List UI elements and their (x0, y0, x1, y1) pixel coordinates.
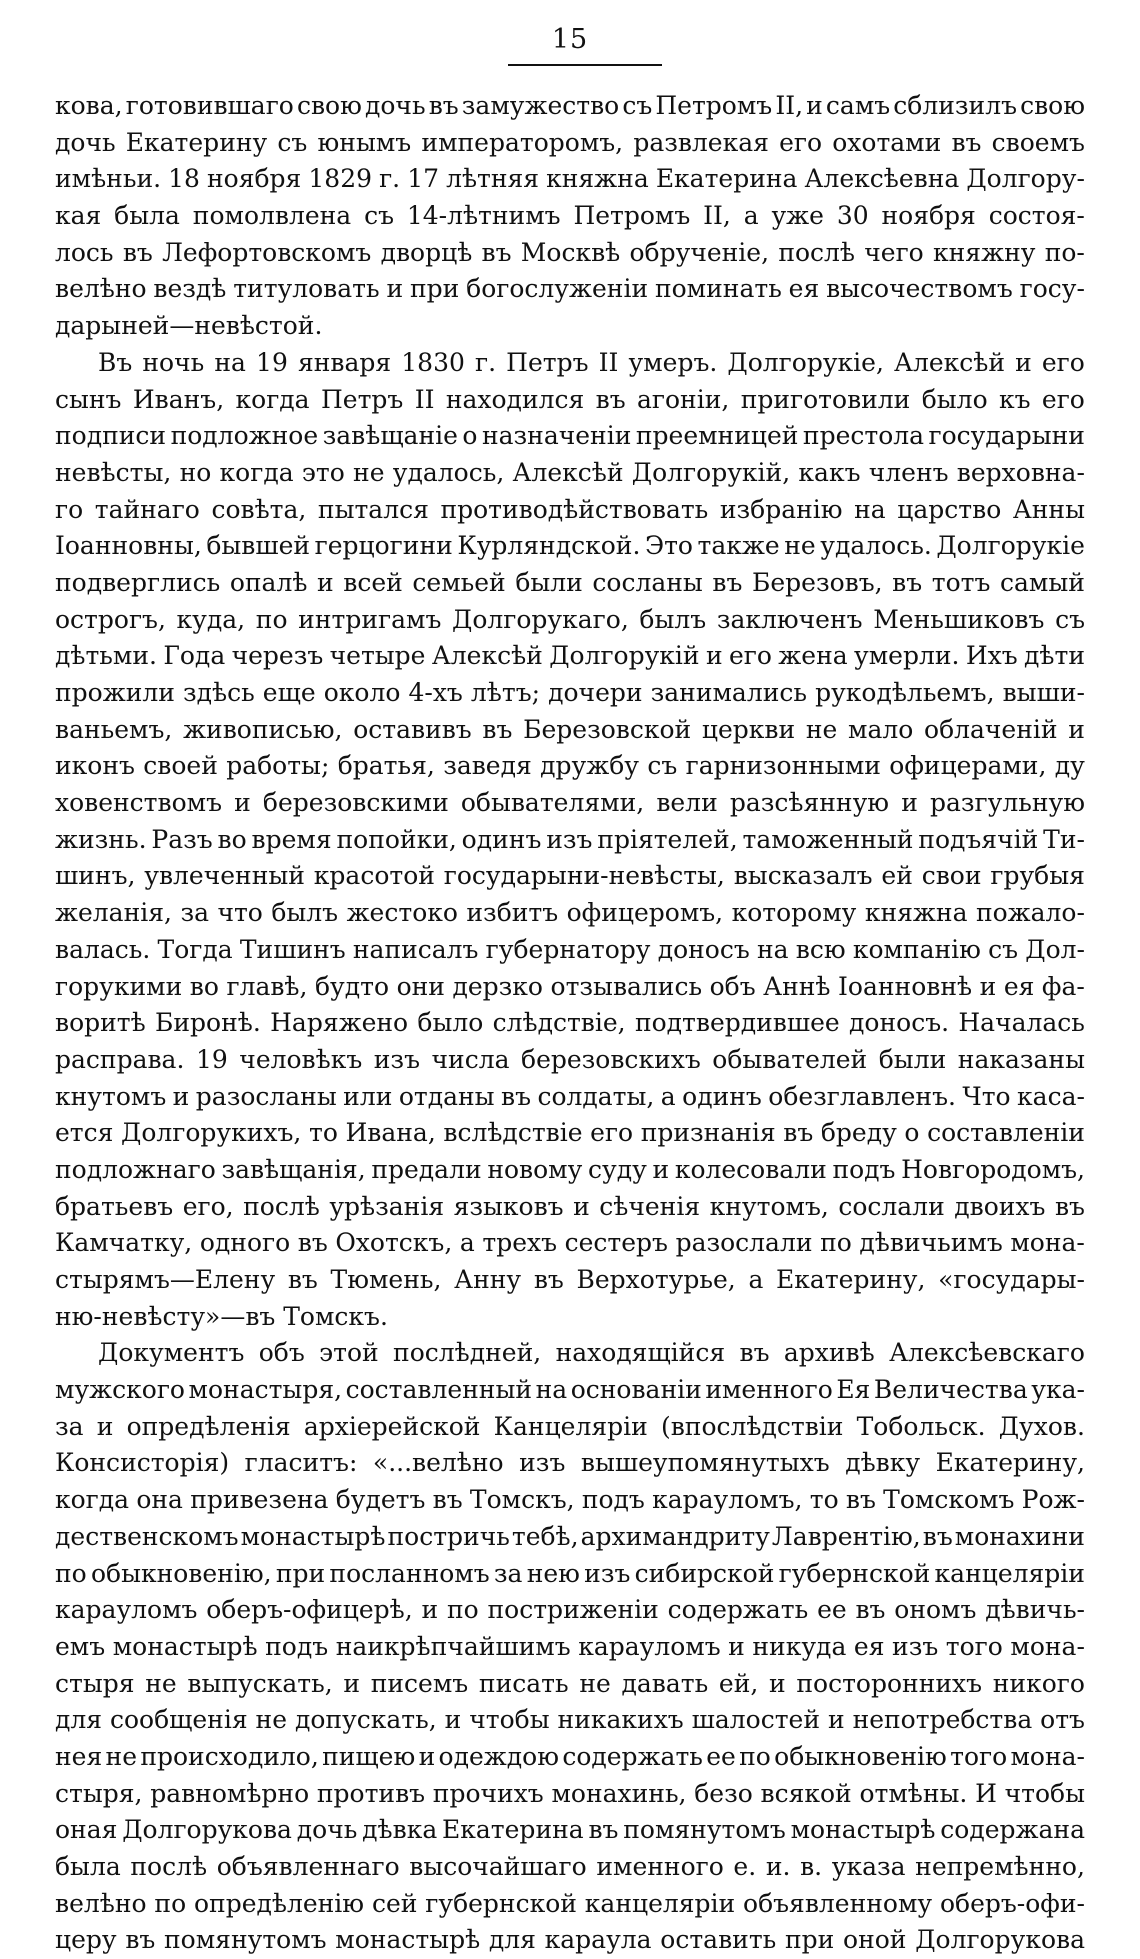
text-line: Консисторія) гласитъ: «...велѣно изъ вышеупомянутыхъ дѣвку Екатерину, (55, 1448, 1085, 1478)
paragraph (55, 88, 1085, 345)
text-line: кова, готовившаго свою дочь въ замужество съ Петромъ II, и самъ сблизилъ свою (55, 91, 1085, 120)
text-line: жизнь. Разъ во время попойки, одинъ изъ пріятелей, таможенный подъячій Ти- (55, 824, 1085, 854)
text-line: подписи подложное завѣщаніе о назначеніи преемницей престола государыни (55, 421, 1085, 451)
text-line: церу въ помянутомъ монастырѣ для караула оставить при оной Долгорукова (55, 1925, 1085, 1955)
text-line: Іоанновны, бывшей герцогини Курляндской. Это также не удалось. Долгорукіе (55, 531, 1085, 561)
text-line: стыря, равномѣрно противъ прочихъ монахинь, безо всякой отмѣны. И чтобы (55, 1778, 1085, 1808)
paragraph (55, 1335, 1085, 1959)
text-line: невѣсты, но когда это не удалось, Алексѣй Долгорукій, какъ членъ верховна- (55, 457, 1085, 487)
text-line: ню-невѣсту»—въ Томскъ. (55, 1301, 388, 1331)
page-number-rule (508, 64, 662, 66)
text-line: лось въ Лефортовскомъ дворцѣ въ Москвѣ обрученіе, послѣ чего княжну по- (55, 237, 1085, 267)
text-line: нея не происходило, пищею и одеждою содержать ее по обыкновенію того мона- (55, 1741, 1085, 1771)
text-line: по обыкновенію, при посланномъ за нею изъ сибирской губернской канцеляріи (55, 1558, 1085, 1588)
text-line: Въ ночь на 19 января 1830 г. Петръ II умеръ. Долгорукіе, Алексѣй и его (98, 347, 1085, 377)
text-line: кнутомъ и разосланы или отданы въ солдаты, а одинъ обезглавленъ. Что каса- (55, 1081, 1085, 1111)
paragraph (55, 345, 1085, 1336)
text-line: кая была помолвлена съ 14-лѣтнимъ Петромъ II, а уже 30 ноября состоя- (55, 201, 1085, 231)
text-line: прожили здѣсь еще около 4-хъ лѣтъ; дочери занимались рукодѣльемъ, выши- (55, 678, 1085, 707)
text-line: когда она привезена будетъ въ Томскъ, подъ карауломъ, то въ Томскомъ Рож- (55, 1485, 1085, 1515)
text-line: за и опредѣленія архіерейской Канцеляріи (впослѣдствіи Тобольск. Духов. (55, 1411, 1085, 1441)
text-line: карауломъ оберъ-офицерѣ, и по постриженіи содержать ее въ ономъ дѣвичь- (55, 1595, 1085, 1625)
text-line: острогъ, куда, по интригамъ Долгорукаго, былъ заключенъ Меньшиковъ съ (55, 604, 1085, 634)
text-line: подложнаго завѣщанія, предали новому суду и колесовали подъ Новгородомъ, (55, 1154, 1085, 1184)
text-line: мужского монастыря, составленный на основаніи именного Ея Величества ука- (55, 1375, 1085, 1405)
text-line: ваньемъ, живописью, оставивъ въ Березовской церкви не мало облаченій и (55, 714, 1085, 744)
text-line: иконъ своей работы; братья, заведя дружбу съ гарнизонными офицерами, ду (55, 751, 1085, 781)
text-line: сынъ Иванъ, когда Петръ II находился въ агоніи, приготовили было къ его (55, 384, 1085, 414)
text-line: дарыней—невѣстой. (55, 311, 323, 341)
text-line: Документъ объ этой послѣдней, находящійся въ архивѣ Алексѣевскаго (98, 1338, 1085, 1368)
text-line: ется Долгорукихъ, то Ивана, вслѣдствіе его признанія въ бреду о составленіи (55, 1118, 1085, 1148)
text-line: братьевъ его, послѣ урѣзанія языковъ и сѣченія кнутомъ, сослали двоихъ въ (55, 1191, 1085, 1221)
text-line: дѣтьми. Года черезъ четыре Алексѣй Долгорукій и его жена умерли. Ихъ дѣти (55, 641, 1085, 671)
text-line: дественскомъ монастырѣ постричь тебѣ, архимандриту Лаврентію, въ монахини (55, 1521, 1085, 1551)
text-line: имѣньи. 18 ноября 1829 г. 17 лѣтняя княжна Екатерина Алексѣевна Долгору- (55, 164, 1085, 194)
body-text (55, 88, 1085, 1959)
text-line: расправа. 19 человѣкъ изъ числа березовскихъ обывателей были наказаны (55, 1044, 1085, 1074)
page-number: 15 (551, 24, 589, 55)
text-line: го тайнаго совѣта, пытался противодѣйствовать избранію на царство Анны (55, 494, 1085, 524)
text-line: подверглись опалѣ и всей семьей были сосланы въ Березовъ, въ тотъ самый (55, 567, 1085, 597)
text-line: дочь Екатерину съ юнымъ императоромъ, развлекая его охотами въ своемъ (55, 127, 1085, 157)
text-line: ховенствомъ и березовскими обывателями, вели разсѣянную и разгульную (55, 788, 1085, 818)
text-line: велѣно вездѣ титуловать и при богослуженіи поминать ея высочествомъ госу- (55, 274, 1085, 304)
text-line: желанія, за что былъ жестоко избитъ офицеромъ, которому княжна пожало- (55, 898, 1085, 928)
text-line: валась. Тогда Тишинъ написалъ губернатору доносъ на всю компанію съ Дол- (55, 934, 1085, 964)
text-line: для сообщенія не допускать, и чтобы никакихъ шалостей и непотребства отъ (55, 1705, 1085, 1735)
text-line: горукими во главѣ, будто они дерзко отзывались объ Аннѣ Іоанновнѣ и ея фа- (55, 971, 1085, 1001)
text-line: Камчатку, одного въ Охотскъ, а трехъ сестеръ разослали по дѣвичьимъ мона- (55, 1228, 1085, 1258)
text-line: велѣно по опредѣленію сей губернской канцеляріи объявленному оберъ-офи- (55, 1888, 1085, 1918)
text-line: стырямъ—Елену въ Тюмень, Анну въ Верхотурье, а Екатерину, «государы- (55, 1265, 1085, 1294)
text-line: емъ монастырѣ подъ наикрѣпчайшимъ карауломъ и никуда ея изъ того мона- (55, 1631, 1085, 1661)
text-line: воритѣ Биронѣ. Наряжено было слѣдствіе, подтвердившее доносъ. Началась (55, 1008, 1085, 1038)
text-line: была послѣ объявленнаго высочайшаго именного е. и. в. указа непремѣнно, (55, 1852, 1085, 1881)
text-line: шинъ, увлеченный красотой государыни-невѣсты, высказалъ ей свои грубыя (55, 861, 1085, 891)
text-line: оная Долгорукова дочь дѣвка Екатерина въ помянутомъ монастырѣ содержана (55, 1815, 1085, 1845)
text-line: стыря не выпускать, и писемъ писать не давать ей, и постороннихъ никого (55, 1668, 1085, 1698)
